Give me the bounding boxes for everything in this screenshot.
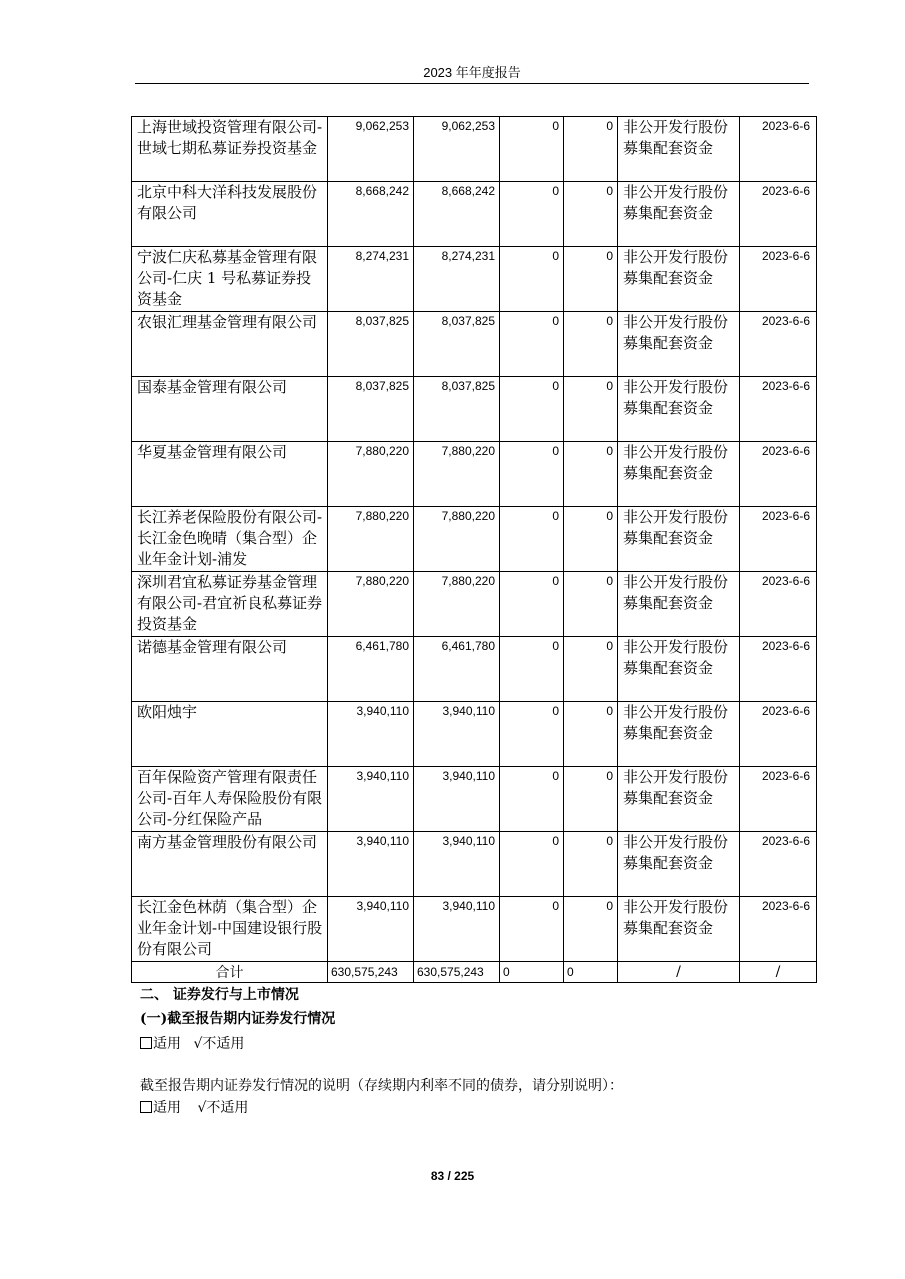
increase-shares-cell: 0 [500, 247, 564, 312]
released-shares-cell: 3,940,110 [414, 832, 500, 897]
release-date-cell: 2023-6-6 [740, 442, 817, 507]
released-shares-cell: 6,461,780 [414, 637, 500, 702]
start-shares-cell: 7,880,220 [328, 442, 414, 507]
end-shares-cell: 0 [564, 377, 618, 442]
applicable-label: 适用 [153, 1036, 181, 1052]
table-row [132, 572, 817, 637]
release-date-cell: 2023-6-6 [740, 702, 817, 767]
end-shares-cell: 0 [564, 637, 618, 702]
start-shares-cell: 3,940,110 [328, 702, 414, 767]
increase-shares-cell: 0 [500, 442, 564, 507]
holder-name-cell: 农银汇理基金管理有限公司 [132, 312, 328, 377]
restriction-reason-cell: 非公开发行股份募集配套资金 [618, 182, 740, 247]
start-shares-cell: 8,668,242 [328, 182, 414, 247]
release-date-cell: 2023-6-6 [740, 182, 817, 247]
released-shares-cell: 8,037,825 [414, 377, 500, 442]
table-row [132, 637, 817, 702]
table-total-row [132, 962, 817, 983]
total-date-cell: / [740, 962, 817, 983]
end-shares-cell: 0 [564, 247, 618, 312]
released-shares-cell: 3,940,110 [414, 702, 500, 767]
release-date-cell: 2023-6-6 [740, 312, 817, 377]
increase-shares-cell: 0 [500, 377, 564, 442]
holder-name-cell: 长江养老保险股份有限公司-长江金色晚晴（集合型）企业年金计划-浦发 [132, 507, 328, 572]
restriction-reason-cell: 非公开发行股份募集配套资金 [618, 377, 740, 442]
holder-name-cell: 上海世域投资管理有限公司-世域七期私募证券投资基金 [132, 117, 328, 182]
start-shares-cell: 8,037,825 [328, 377, 414, 442]
increase-shares-cell: 0 [500, 507, 564, 572]
start-shares-cell: 8,274,231 [328, 247, 414, 312]
holder-name-cell: 华夏基金管理有限公司 [132, 442, 328, 507]
table-row [132, 377, 817, 442]
total-released-cell: 630,575,243 [414, 962, 500, 983]
restriction-reason-cell: 非公开发行股份募集配套资金 [618, 832, 740, 897]
end-shares-cell: 0 [564, 442, 618, 507]
table-row [132, 897, 817, 962]
released-shares-cell: 8,037,825 [414, 312, 500, 377]
end-shares-cell: 0 [564, 117, 618, 182]
table-row [132, 832, 817, 897]
start-shares-cell: 7,880,220 [328, 507, 414, 572]
restriction-reason-cell: 非公开发行股份募集配套资金 [618, 247, 740, 312]
checkbox-icon [140, 1101, 152, 1113]
holder-name-cell: 深圳君宜私募证券基金管理有限公司-君宜祈良私募证券投资基金 [132, 572, 328, 637]
holder-name-cell: 百年保险资产管理有限责任公司-百年人寿保险股份有限公司-分红保险产品 [132, 767, 328, 832]
start-shares-cell: 9,062,253 [328, 117, 414, 182]
applicable-label: 适用 [153, 1100, 181, 1116]
report-header-title: 2023 年年度报告 [423, 65, 521, 80]
checkbox-icon [140, 1037, 152, 1049]
end-shares-cell: 0 [564, 767, 618, 832]
end-shares-cell: 0 [564, 897, 618, 962]
table-body [132, 117, 817, 983]
check-mark-icon: √ [193, 1036, 203, 1052]
start-shares-cell: 3,940,110 [328, 832, 414, 897]
increase-shares-cell: 0 [500, 182, 564, 247]
increase-shares-cell: 0 [500, 897, 564, 962]
table-row [132, 767, 817, 832]
released-shares-cell: 3,940,110 [414, 767, 500, 832]
not-applicable-label: 不适用 [202, 1036, 245, 1052]
start-shares-cell: 8,037,825 [328, 312, 414, 377]
restriction-reason-cell: 非公开发行股份募集配套资金 [618, 897, 740, 962]
start-shares-cell: 7,880,220 [328, 572, 414, 637]
table-row [132, 117, 817, 182]
table-row [132, 702, 817, 767]
holder-name-cell: 长江金色林荫（集合型）企业年金计划-中国建设银行股份有限公司 [132, 897, 328, 962]
increase-shares-cell: 0 [500, 832, 564, 897]
not-applicable-label: 不适用 [206, 1100, 249, 1116]
increase-shares-cell: 0 [500, 312, 564, 377]
table-row [132, 507, 817, 572]
table-row [132, 312, 817, 377]
release-date-cell: 2023-6-6 [740, 507, 817, 572]
holder-name-cell: 北京中科大洋科技发展股份有限公司 [132, 182, 328, 247]
start-shares-cell: 3,940,110 [328, 767, 414, 832]
holder-name-cell: 南方基金管理股份有限公司 [132, 832, 328, 897]
restriction-reason-cell: 非公开发行股份募集配套资金 [618, 637, 740, 702]
increase-shares-cell: 0 [500, 702, 564, 767]
total-label-cell: 合计 [132, 962, 328, 983]
section-heading-securities-issuance: 二、 证券发行与上市情况 [140, 987, 299, 1003]
issuance-note: 截至报告期内证券发行情况的说明（存续期内利率不同的债券，请分别说明）： [140, 1078, 623, 1094]
total-start-cell: 630,575,243 [328, 962, 414, 983]
restriction-reason-cell: 非公开发行股份募集配套资金 [618, 312, 740, 377]
end-shares-cell: 0 [564, 312, 618, 377]
applicability-option-1 [140, 1033, 244, 1053]
release-date-cell: 2023-6-6 [740, 247, 817, 312]
released-shares-cell: 9,062,253 [414, 117, 500, 182]
release-date-cell: 2023-6-6 [740, 117, 817, 182]
released-shares-cell: 3,940,110 [414, 897, 500, 962]
restriction-reason-cell: 非公开发行股份募集配套资金 [618, 572, 740, 637]
subsection-heading-issuance-status: (一)截至报告期内证券发行情况 [140, 1011, 336, 1027]
release-date-cell: 2023-6-6 [740, 572, 817, 637]
restriction-reason-cell: 非公开发行股份募集配套资金 [618, 507, 740, 572]
holder-name-cell: 欧阳烛宇 [132, 702, 328, 767]
increase-shares-cell: 0 [500, 767, 564, 832]
restriction-reason-cell: 非公开发行股份募集配套资金 [618, 702, 740, 767]
check-mark-icon: √ [197, 1100, 207, 1116]
end-shares-cell: 0 [564, 182, 618, 247]
end-shares-cell: 0 [564, 702, 618, 767]
holder-name-cell: 诺德基金管理有限公司 [132, 637, 328, 702]
restricted-shares-table [131, 116, 817, 983]
total-increase-cell: 0 [500, 962, 564, 983]
release-date-cell: 2023-6-6 [740, 377, 817, 442]
increase-shares-cell: 0 [500, 637, 564, 702]
table-row [132, 442, 817, 507]
table-row [132, 182, 817, 247]
increase-shares-cell: 0 [500, 117, 564, 182]
release-date-cell: 2023-6-6 [740, 832, 817, 897]
start-shares-cell: 6,461,780 [328, 637, 414, 702]
header-divider [135, 83, 809, 84]
restriction-reason-cell: 非公开发行股份募集配套资金 [618, 767, 740, 832]
release-date-cell: 2023-6-6 [740, 767, 817, 832]
table-row [132, 247, 817, 312]
applicability-option-2 [140, 1097, 248, 1117]
start-shares-cell: 3,940,110 [328, 897, 414, 962]
increase-shares-cell: 0 [500, 572, 564, 637]
release-date-cell: 2023-6-6 [740, 637, 817, 702]
released-shares-cell: 8,668,242 [414, 182, 500, 247]
released-shares-cell: 8,274,231 [414, 247, 500, 312]
restriction-reason-cell: 非公开发行股份募集配套资金 [618, 442, 740, 507]
release-date-cell: 2023-6-6 [740, 897, 817, 962]
total-end-cell: 0 [564, 962, 618, 983]
end-shares-cell: 0 [564, 507, 618, 572]
released-shares-cell: 7,880,220 [414, 442, 500, 507]
end-shares-cell: 0 [564, 572, 618, 637]
total-reason-cell: / [618, 962, 740, 983]
restriction-reason-cell: 非公开发行股份募集配套资金 [618, 117, 740, 182]
page-number: 83 / 225 [430, 1169, 475, 1183]
holder-name-cell: 国泰基金管理有限公司 [132, 377, 328, 442]
end-shares-cell: 0 [564, 832, 618, 897]
released-shares-cell: 7,880,220 [414, 507, 500, 572]
holder-name-cell: 宁波仁庆私募基金管理有限公司-仁庆 1 号私募证券投资基金 [132, 247, 328, 312]
released-shares-cell: 7,880,220 [414, 572, 500, 637]
